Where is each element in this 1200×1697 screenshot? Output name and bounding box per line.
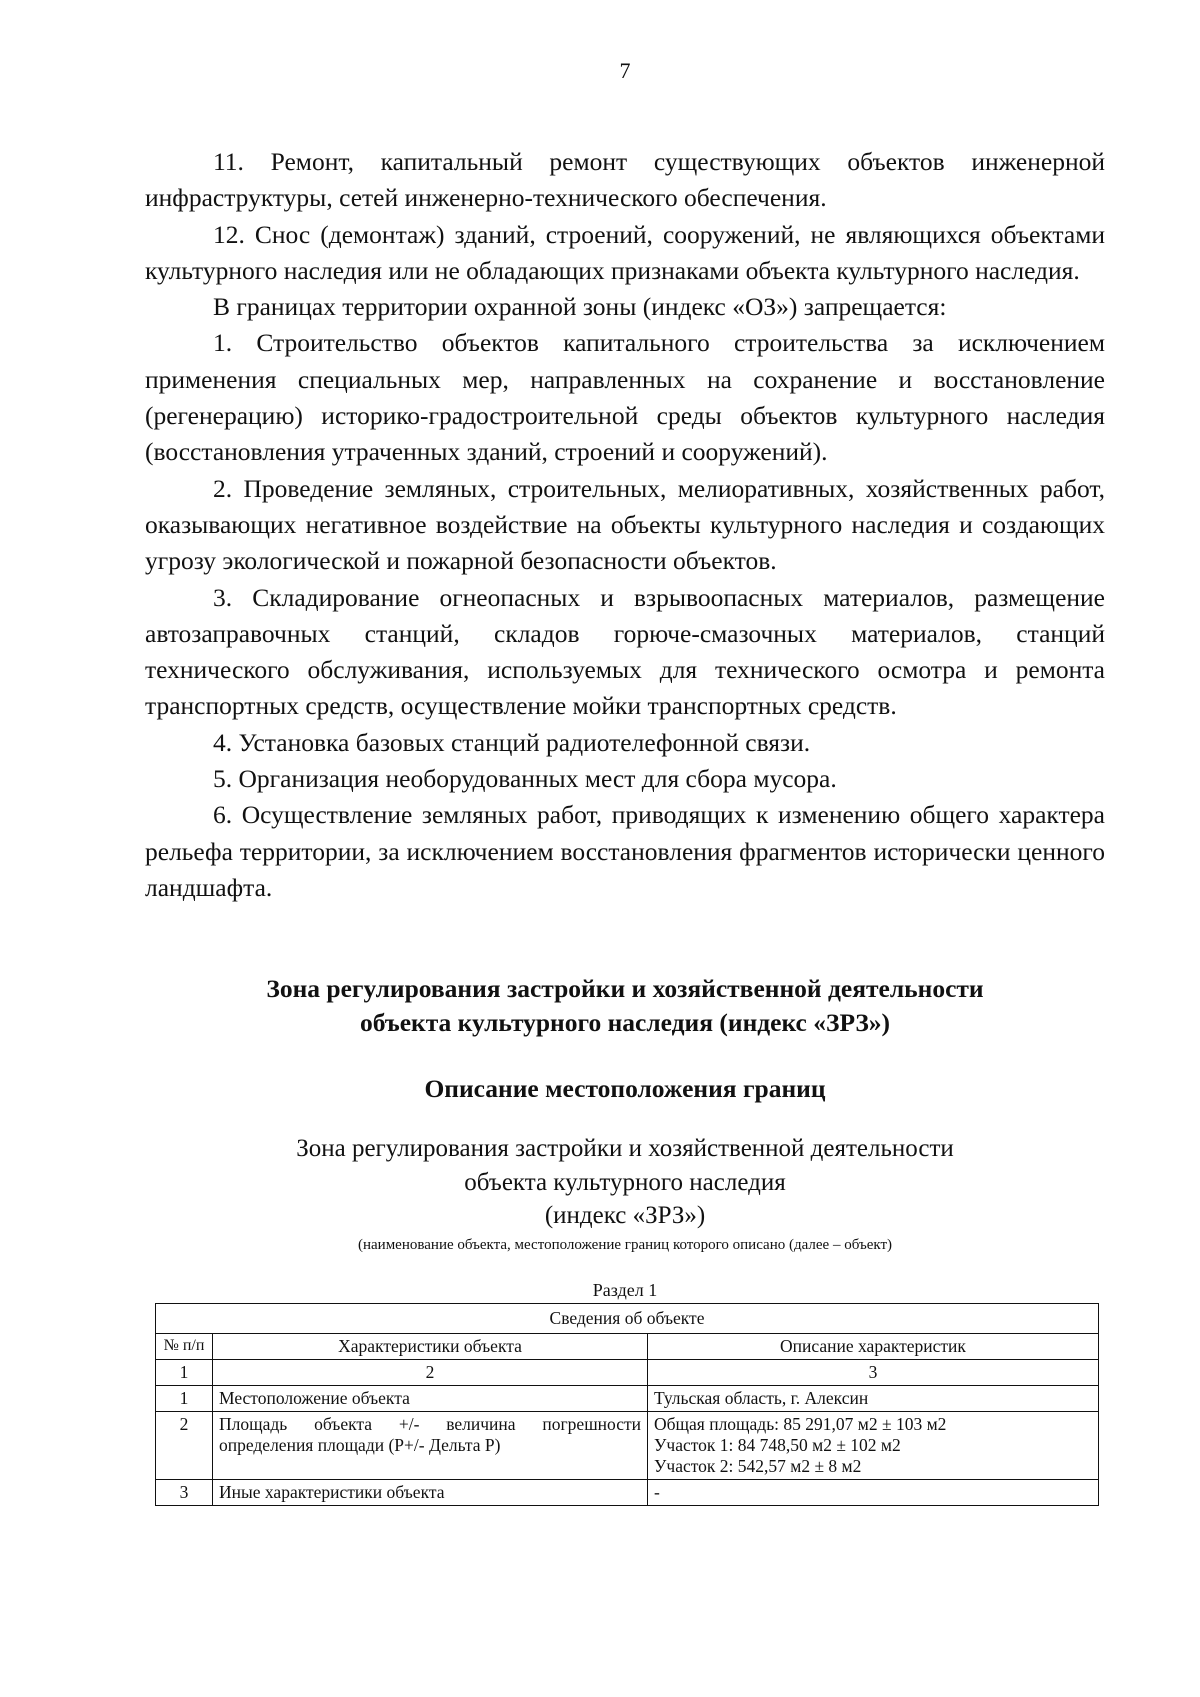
object-caption: (наименование объекта, местоположение границ которого описано (далее – объект) bbox=[357, 1237, 893, 1253]
row-1-description bbox=[648, 1386, 1099, 1412]
zone-heading bbox=[145, 972, 1105, 1040]
object-name-line-2: объекта культурного наследия bbox=[464, 1168, 786, 1196]
paragraph-prohibition-5: 5. Организация необорудованных мест для сбора мусора. bbox=[213, 764, 837, 794]
table-column-numbers-row bbox=[156, 1360, 1099, 1386]
row-1-no: 1 bbox=[156, 1386, 213, 1412]
object-name bbox=[145, 1132, 1105, 1233]
header-no: № п/п bbox=[156, 1334, 213, 1360]
paragraph-prohibition-2: 2. Проведение земляных, строительных, мелиоративных, хозяйственных работ, оказывающих негативное воздействие на объекты культурного наследия и создающих угрозу экологической и пожарной безопасности объектов. bbox=[145, 473, 1105, 576]
section-label: Раздел 1 bbox=[592, 1280, 658, 1300]
row-2-description-line-2: Участок 1: 84 748,50 м2 ± 102 м2 bbox=[654, 1435, 901, 1455]
row-3-no: 3 bbox=[156, 1480, 213, 1506]
body-text bbox=[145, 144, 1105, 906]
row-3-description bbox=[648, 1480, 1099, 1506]
zone-heading-line-2: объекта культурного наследия (индекс «ЗРЗ») bbox=[359, 1008, 891, 1037]
table-row bbox=[156, 1412, 1099, 1480]
table-row bbox=[156, 1386, 1099, 1412]
paragraph-prohibition-1: 1. Строительство объектов капитального строительства за исключением применения специальных мер, направленных на сохранение и восстановление (регенерацию) историко-градостроительной среды объектов культурного наследия (восстановления утраченных зданий, строений и сооружений). bbox=[145, 328, 1105, 467]
column-number-2: 2 bbox=[213, 1360, 648, 1386]
row-3-characteristic: Иные характеристики объекта bbox=[213, 1480, 648, 1506]
row-2-description bbox=[648, 1412, 1099, 1480]
row-2-description-line-3: Участок 2: 542,57 м2 ± 8 м2 bbox=[654, 1456, 862, 1476]
paragraph-item-11: 11. Ремонт, капитальный ремонт существующих объектов инженерной инфраструктуры, сетей инженерно-технического обеспечения. bbox=[145, 147, 1105, 213]
paragraph-prohibition-6: 6. Осуществление земляных работ, приводящих к изменению общего характера рельефа территории, за исключением восстановления фрагментов исторически ценного ландшафта. bbox=[145, 800, 1105, 902]
header-characteristic: Характеристики объекта bbox=[213, 1334, 648, 1360]
zone-heading-line-1: Зона регулирования застройки и хозяйственной деятельности bbox=[266, 974, 984, 1003]
paragraph-item-12: 12. Снос (демонтаж) зданий, строений, сооружений, не являющихся объектами культурного наследия или не обладающих признаками объекта культурного наследия. bbox=[145, 219, 1105, 285]
row-1-characteristic: Местоположение объекта bbox=[213, 1386, 648, 1412]
row-2-description-line-1: Общая площадь: 85 291,07 м2 ± 103 м2 bbox=[654, 1414, 947, 1434]
row-2-characteristic: Площадь объекта +/- величина погрешности определения площади (Р+/- Дельта Р) bbox=[213, 1412, 648, 1480]
row-1-description-line-1: Тульская область, г. Алексин bbox=[654, 1388, 869, 1408]
column-number-3: 3 bbox=[648, 1360, 1099, 1386]
table-title: Сведения об объекте bbox=[156, 1304, 1099, 1334]
paragraph-prohibitions-intro: В границах территории охранной зоны (индекс «ОЗ») запрещается: bbox=[213, 292, 947, 322]
column-number-1: 1 bbox=[156, 1360, 213, 1386]
paragraph-prohibition-4: 4. Установка базовых станций радиотелефонной связи. bbox=[213, 727, 811, 757]
page-number: 7 bbox=[619, 58, 631, 83]
table-header-row bbox=[156, 1334, 1099, 1360]
object-name-line-1: Зона регулирования застройки и хозяйственной деятельности bbox=[296, 1135, 954, 1162]
row-3-description-line-1: - bbox=[654, 1482, 660, 1502]
paragraph-prohibition-3: 3. Складирование огнеопасных и взрывоопасных материалов, размещение автозаправочных станций, складов горюче-смазочных материалов, станций технического обслуживания, используемых для технического осмотра и ремонта транспортных средств, осуществление мойки транспортных средств. bbox=[145, 582, 1105, 721]
object-info-table bbox=[155, 1303, 1099, 1506]
object-name-line-3: (индекс «ЗРЗ») bbox=[544, 1202, 706, 1229]
description-heading: Описание местоположения границ bbox=[424, 1074, 826, 1103]
header-description: Описание характеристик bbox=[648, 1334, 1099, 1360]
row-2-no: 2 bbox=[156, 1412, 213, 1480]
table-row bbox=[156, 1480, 1099, 1506]
table-title-row bbox=[156, 1304, 1099, 1334]
